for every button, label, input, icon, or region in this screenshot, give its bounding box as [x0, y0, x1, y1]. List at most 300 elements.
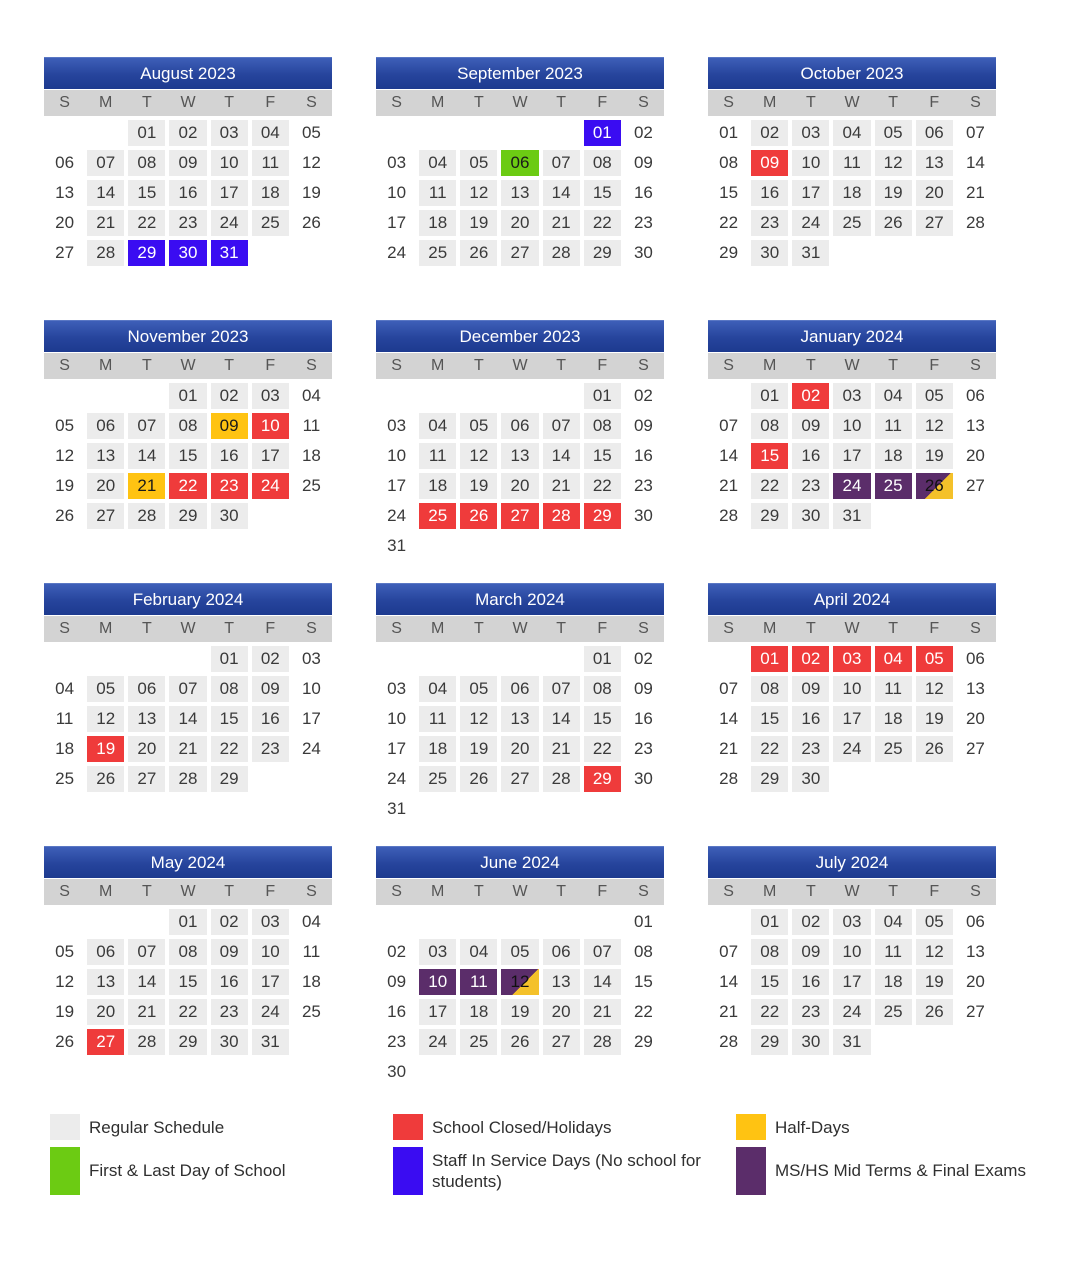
day-cell: 29 — [633, 1032, 653, 1051]
weekday-label: W — [844, 357, 860, 374]
weekday-label: T — [556, 94, 567, 111]
weekday-label: S — [970, 620, 981, 637]
day-cell: 11 — [419, 706, 456, 732]
day-cell: 29 — [128, 240, 165, 266]
day-cell: 09 — [633, 679, 653, 698]
day-cell: 02 — [792, 383, 829, 409]
weekday-label: M — [99, 620, 113, 637]
weekday-label: W — [512, 94, 528, 111]
empty-cell — [417, 381, 458, 411]
day-cell: 24 — [792, 210, 829, 236]
day-cell: 14 — [87, 180, 124, 206]
day-cell: 23 — [252, 736, 289, 762]
day-cell: 30 — [211, 503, 248, 529]
day-cell: 23 — [792, 736, 829, 762]
day-cell: 17 — [833, 443, 870, 469]
day-cell: 03 — [792, 120, 829, 146]
weekday-header-row — [44, 879, 332, 905]
day-cell: 19 — [55, 476, 75, 495]
day-cell: 18 — [301, 446, 321, 465]
day-cell: 07 — [719, 416, 739, 435]
weekday-label: T — [141, 883, 152, 900]
weekday-label: F — [597, 357, 608, 374]
day-grid — [708, 644, 996, 794]
day-cell: 17 — [387, 739, 407, 758]
empty-cell — [458, 118, 499, 148]
weekday-label: S — [723, 883, 734, 900]
day-cell: 13 — [128, 706, 165, 732]
day-cell: 23 — [633, 739, 653, 758]
day-cell: 01 — [211, 646, 248, 672]
day-cell: 25 — [833, 210, 870, 236]
day-cell: 28 — [719, 769, 739, 788]
weekday-label: F — [597, 620, 608, 637]
day-cell: 04 — [301, 912, 321, 931]
day-cell: 09 — [211, 413, 248, 439]
legend-exam — [736, 1147, 1026, 1195]
day-cell: 01 — [751, 646, 788, 672]
day-cell: 12 — [875, 150, 912, 176]
day-cell: 21 — [719, 1002, 739, 1021]
day-cell: 22 — [751, 736, 788, 762]
day-cell: 01 — [128, 120, 165, 146]
day-cell: 29 — [751, 503, 788, 529]
empty-cell — [417, 118, 458, 148]
day-cell: 11 — [875, 413, 912, 439]
day-grid — [44, 907, 332, 1057]
day-cell: 09 — [792, 939, 829, 965]
weekday-label: T — [888, 883, 899, 900]
empty-cell — [458, 907, 499, 937]
day-cell: 22 — [584, 473, 621, 499]
day-cell: 08 — [751, 413, 788, 439]
day-cell: 19 — [916, 443, 953, 469]
day-cell: 28 — [719, 506, 739, 525]
day-cell: 29 — [751, 1029, 788, 1055]
day-cell: 17 — [387, 476, 407, 495]
weekday-label: W — [512, 357, 528, 374]
day-cell: 21 — [543, 210, 580, 236]
day-cell: 07 — [543, 413, 580, 439]
day-cell: 01 — [751, 909, 788, 935]
empty-cell — [499, 907, 540, 937]
day-cell: 19 — [55, 1002, 75, 1021]
day-cell: 10 — [211, 150, 248, 176]
day-cell: 16 — [792, 443, 829, 469]
day-cell: 10 — [419, 969, 456, 995]
day-cell: 25 — [460, 1029, 497, 1055]
legend-swatch-exam — [736, 1147, 766, 1195]
weekday-label: W — [844, 94, 860, 111]
day-cell: 28 — [543, 766, 580, 792]
day-cell: 30 — [751, 240, 788, 266]
weekday-label: W — [512, 883, 528, 900]
day-cell: 28 — [719, 1032, 739, 1051]
day-cell: 11 — [875, 676, 912, 702]
day-cell: 28 — [128, 503, 165, 529]
day-cell: 28 — [543, 240, 580, 266]
day-cell: 30 — [633, 769, 653, 788]
day-cell: 19 — [460, 210, 497, 236]
day-cell: 24 — [387, 243, 407, 262]
day-cell: 22 — [128, 210, 165, 236]
day-cell: 19 — [875, 180, 912, 206]
day-cell: 08 — [751, 939, 788, 965]
day-cell: 07 — [719, 942, 739, 961]
weekday-label: W — [180, 94, 196, 111]
day-cell: 17 — [211, 180, 248, 206]
legend-label-first: First & Last Day of School — [89, 1161, 286, 1180]
legend-swatch-regular — [50, 1114, 80, 1140]
day-cell: 02 — [751, 120, 788, 146]
day-cell: 16 — [387, 1002, 407, 1021]
day-cell: 25 — [419, 240, 456, 266]
day-cell: 04 — [419, 150, 456, 176]
day-grid — [376, 118, 664, 268]
day-cell: 18 — [419, 473, 456, 499]
empty-cell — [417, 907, 458, 937]
day-cell: 03 — [387, 416, 407, 435]
day-cell: 05 — [916, 383, 953, 409]
weekday-label: S — [723, 620, 734, 637]
empty-cell — [85, 381, 126, 411]
day-cell: 20 — [916, 180, 953, 206]
day-cell: 16 — [633, 183, 653, 202]
day-cell: 13 — [501, 443, 538, 469]
day-cell: 02 — [633, 649, 653, 668]
day-cell: 27 — [501, 503, 538, 529]
weekday-label: T — [141, 94, 152, 111]
day-cell: 16 — [169, 180, 206, 206]
weekday-label: T — [473, 620, 484, 637]
empty-cell — [582, 907, 623, 937]
weekday-label: S — [970, 94, 981, 111]
day-cell: 20 — [87, 999, 124, 1025]
day-cell: 19 — [301, 183, 321, 202]
day-cell: 23 — [792, 473, 829, 499]
day-cell: 15 — [211, 706, 248, 732]
day-cell: 23 — [211, 999, 248, 1025]
empty-cell — [417, 644, 458, 674]
day-cell: 14 — [128, 969, 165, 995]
day-cell: 02 — [633, 386, 653, 405]
weekday-label: W — [512, 620, 528, 637]
day-cell: 06 — [87, 413, 124, 439]
day-cell: 05 — [501, 939, 538, 965]
day-cell: 24 — [301, 739, 321, 758]
empty-cell — [44, 118, 85, 148]
day-cell: 26 — [916, 736, 953, 762]
day-cell: 21 — [965, 183, 985, 202]
day-cell: 23 — [211, 473, 248, 499]
weekday-label: T — [473, 357, 484, 374]
day-cell: 04 — [252, 120, 289, 146]
day-cell: 27 — [543, 1029, 580, 1055]
weekday-header-row — [44, 616, 332, 642]
weekday-header-row — [376, 90, 664, 116]
day-cell: 25 — [875, 473, 912, 499]
day-cell: 17 — [419, 999, 456, 1025]
weekday-label: T — [141, 357, 152, 374]
day-cell: 29 — [211, 766, 248, 792]
day-cell: 27 — [916, 210, 953, 236]
day-cell: 08 — [128, 150, 165, 176]
day-cell: 30 — [387, 1062, 407, 1081]
day-cell: 22 — [584, 736, 621, 762]
weekday-label: M — [763, 357, 777, 374]
day-cell: 12 — [460, 180, 497, 206]
day-cell: 08 — [719, 153, 739, 172]
day-cell: 05 — [55, 416, 75, 435]
weekday-label: W — [844, 620, 860, 637]
day-cell: 02 — [792, 909, 829, 935]
day-grid — [44, 644, 332, 794]
weekday-label: T — [888, 357, 899, 374]
day-cell: 24 — [387, 506, 407, 525]
day-cell: 25 — [301, 1002, 321, 1021]
day-cell: 17 — [301, 709, 321, 728]
day-cell: 27 — [55, 243, 75, 262]
day-cell: 05 — [460, 413, 497, 439]
day-cell: 22 — [169, 999, 206, 1025]
day-cell: 06 — [501, 150, 538, 176]
day-cell: 11 — [302, 942, 321, 961]
legend — [0, 1100, 1067, 1210]
weekday-label: T — [805, 883, 816, 900]
day-cell: 30 — [792, 1029, 829, 1055]
day-cell: 15 — [584, 443, 621, 469]
day-cell: 04 — [875, 646, 912, 672]
day-cell: 28 — [169, 766, 206, 792]
day-cell: 20 — [501, 473, 538, 499]
day-grid — [708, 118, 996, 268]
day-cell: 03 — [833, 646, 870, 672]
day-cell: 11 — [419, 180, 456, 206]
day-cell: 28 — [128, 1029, 165, 1055]
day-cell: 03 — [252, 909, 289, 935]
weekday-label: T — [888, 620, 899, 637]
day-cell: 20 — [965, 709, 985, 728]
weekday-label: S — [59, 357, 70, 374]
day-cell: 12 — [501, 969, 538, 995]
day-cell: 24 — [833, 999, 870, 1025]
day-cell: 12 — [916, 939, 953, 965]
day-cell: 25 — [419, 503, 456, 529]
day-cell: 17 — [252, 969, 289, 995]
weekday-label: T — [556, 357, 567, 374]
day-cell: 18 — [875, 969, 912, 995]
day-cell: 09 — [633, 416, 653, 435]
weekday-label: F — [929, 94, 940, 111]
day-cell: 16 — [792, 969, 829, 995]
legend-label-regular: Regular Schedule — [89, 1118, 225, 1137]
day-cell: 13 — [965, 679, 985, 698]
day-cell: 23 — [387, 1032, 407, 1051]
legend-swatch-staff — [393, 1147, 423, 1195]
day-cell: 14 — [584, 969, 621, 995]
day-cell: 13 — [543, 969, 580, 995]
empty-cell — [541, 907, 582, 937]
day-cell: 04 — [301, 386, 321, 405]
weekday-label: T — [224, 94, 235, 111]
day-cell: 09 — [211, 939, 248, 965]
weekday-header-row — [376, 353, 664, 379]
weekday-label: M — [99, 883, 113, 900]
empty-cell — [44, 907, 85, 937]
day-cell: 22 — [751, 473, 788, 499]
day-cell: 26 — [875, 210, 912, 236]
day-cell: 25 — [55, 769, 75, 788]
day-cell: 28 — [87, 240, 124, 266]
day-cell: 30 — [633, 243, 653, 262]
weekday-label: T — [473, 94, 484, 111]
day-cell: 06 — [543, 939, 580, 965]
weekday-label: S — [59, 883, 70, 900]
day-cell: 22 — [719, 213, 739, 232]
day-cell: 03 — [833, 383, 870, 409]
weekday-label: F — [597, 94, 608, 111]
day-cell: 24 — [387, 769, 407, 788]
day-cell: 04 — [875, 383, 912, 409]
day-cell: 20 — [965, 446, 985, 465]
day-cell: 16 — [211, 443, 248, 469]
day-cell: 14 — [128, 443, 165, 469]
day-cell: 02 — [211, 383, 248, 409]
day-cell: 14 — [543, 443, 580, 469]
weekday-label: T — [888, 94, 899, 111]
empty-cell — [376, 907, 417, 937]
day-cell: 21 — [128, 999, 165, 1025]
day-cell: 09 — [792, 676, 829, 702]
day-cell: 18 — [301, 972, 321, 991]
weekday-label: S — [638, 620, 649, 637]
weekday-label: F — [265, 883, 276, 900]
day-cell: 08 — [584, 413, 621, 439]
weekday-label: S — [306, 357, 317, 374]
month-title: April 2024 — [708, 583, 996, 615]
day-cell: 19 — [460, 473, 497, 499]
empty-cell — [126, 907, 167, 937]
day-cell: 08 — [584, 676, 621, 702]
day-cell: 12 — [55, 972, 75, 991]
weekday-header-row — [708, 353, 996, 379]
day-cell: 03 — [833, 909, 870, 935]
weekday-label: F — [265, 94, 276, 111]
day-cell: 15 — [751, 443, 788, 469]
day-cell: 13 — [87, 969, 124, 995]
day-cell: 25 — [875, 999, 912, 1025]
day-cell: 04 — [875, 909, 912, 935]
day-cell: 27 — [501, 766, 538, 792]
weekday-header-row — [708, 90, 996, 116]
day-cell: 14 — [719, 446, 739, 465]
day-cell: 07 — [128, 939, 165, 965]
day-cell: 31 — [833, 503, 870, 529]
day-cell: 05 — [460, 150, 497, 176]
day-cell: 24 — [211, 210, 248, 236]
legend-closed — [393, 1114, 612, 1140]
day-cell: 20 — [501, 736, 538, 762]
day-cell: 10 — [792, 150, 829, 176]
day-cell: 25 — [875, 736, 912, 762]
day-cell: 14 — [719, 709, 739, 728]
day-cell: 27 — [87, 1029, 124, 1055]
legend-swatch-first — [50, 1147, 80, 1195]
month-title: January 2024 — [708, 320, 996, 352]
day-cell: 15 — [128, 180, 165, 206]
day-cell: 15 — [584, 706, 621, 732]
weekday-label: S — [638, 357, 649, 374]
month-calendar — [376, 583, 664, 824]
empty-cell — [708, 907, 749, 937]
month-title: March 2024 — [376, 583, 664, 615]
day-cell: 12 — [460, 706, 497, 732]
day-cell: 18 — [252, 180, 289, 206]
day-cell: 30 — [169, 240, 206, 266]
day-cell: 10 — [252, 413, 289, 439]
day-cell: 20 — [501, 210, 538, 236]
day-cell: 20 — [128, 736, 165, 762]
day-cell: 19 — [460, 736, 497, 762]
legend-label-closed: School Closed/Holidays — [432, 1118, 612, 1137]
month-calendar — [376, 846, 664, 1087]
day-cell: 17 — [833, 969, 870, 995]
month-title: May 2024 — [44, 846, 332, 878]
day-cell: 27 — [501, 240, 538, 266]
day-cell: 21 — [543, 473, 580, 499]
day-cell: 13 — [55, 183, 75, 202]
month-title: December 2023 — [376, 320, 664, 352]
day-cell: 09 — [633, 153, 653, 172]
empty-cell — [708, 381, 749, 411]
month-title: February 2024 — [44, 583, 332, 615]
day-cell: 12 — [460, 443, 497, 469]
legend-regular — [50, 1114, 224, 1140]
weekday-label: M — [763, 94, 777, 111]
day-cell: 05 — [55, 942, 75, 961]
day-cell: 13 — [916, 150, 953, 176]
empty-cell — [541, 644, 582, 674]
day-grid — [376, 644, 664, 824]
day-cell: 17 — [252, 443, 289, 469]
day-cell: 26 — [55, 1032, 75, 1051]
day-cell: 21 — [128, 473, 165, 499]
day-cell: 16 — [633, 709, 653, 728]
day-cell: 09 — [792, 413, 829, 439]
weekday-label: T — [805, 357, 816, 374]
day-cell: 08 — [169, 939, 206, 965]
day-cell: 23 — [633, 476, 653, 495]
day-cell: 01 — [633, 912, 653, 931]
day-cell: 13 — [965, 416, 985, 435]
weekday-label: S — [59, 620, 70, 637]
day-cell: 05 — [916, 909, 953, 935]
day-cell: 09 — [751, 150, 788, 176]
day-cell: 31 — [387, 799, 407, 818]
day-cell: 07 — [128, 413, 165, 439]
day-cell: 20 — [965, 972, 985, 991]
legend-staff — [393, 1147, 732, 1195]
empty-cell — [126, 644, 167, 674]
day-cell: 26 — [460, 766, 497, 792]
empty-cell — [167, 644, 208, 674]
day-cell: 29 — [584, 503, 621, 529]
weekday-label: S — [306, 94, 317, 111]
day-cell: 11 — [833, 150, 870, 176]
day-cell: 24 — [419, 1029, 456, 1055]
day-cell: 12 — [55, 446, 75, 465]
empty-cell — [499, 118, 540, 148]
